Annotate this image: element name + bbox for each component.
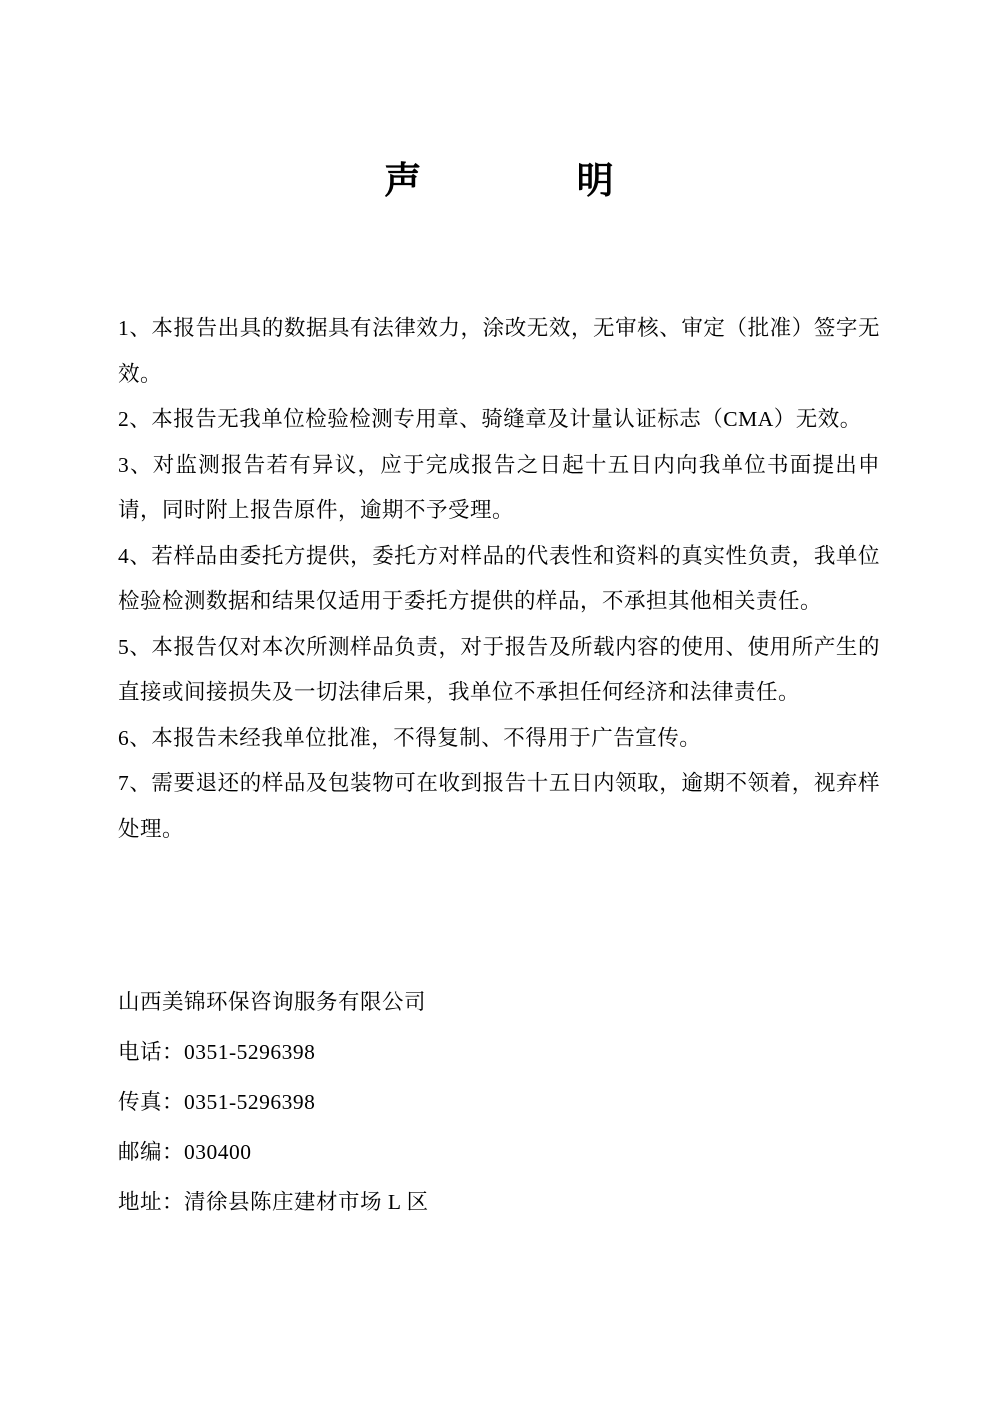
postcode-value: 030400 <box>184 1140 252 1165</box>
phone-value: 0351-5296398 <box>184 1040 316 1065</box>
statement-item-6: 6、本报告未经我单位批准，不得复制、不得用于广告宣传。 <box>118 725 702 750</box>
contact-row-postcode <box>118 1127 880 1177</box>
statement-item-1: 1、本报告出具的数据具有法律效力，涂改无效，无审核、审定（批准）签字无效。 <box>118 316 880 386</box>
phone-label: 电话： <box>118 1040 185 1065</box>
statement-item-5: 5、本报告仅对本次所测样品负责，对于报告及所载内容的使用、使用所产生的直接或间接损失及一切法律后果，我单位不承担任何经济和法律责任。 <box>118 634 880 705</box>
fax-value: 0351-5296398 <box>184 1090 316 1115</box>
address-label: 地址： <box>118 1190 185 1215</box>
statement-item-2: 2、本报告无我单位检验检测专用章、骑缝章及计量认证标志（CMA）无效。 <box>118 407 862 432</box>
fax-label: 传真： <box>118 1090 185 1115</box>
statement-item-3: 3、对监测报告若有异议，应于完成报告之日起十五日内向我单位书面提出申请，同时附上报告原件，逾期不予受理。 <box>118 452 880 523</box>
contact-row-phone <box>118 1027 880 1077</box>
address-value: 清徐县陈庄建材市场 L 区 <box>184 1190 429 1215</box>
company-name: 山西美锦环保咨询服务有限公司 <box>118 990 427 1015</box>
contact-block <box>118 977 880 1227</box>
postcode-label: 邮编： <box>118 1140 185 1165</box>
contact-row-fax <box>118 1077 880 1127</box>
page-title: 声明 <box>384 161 770 202</box>
statement-item-4: 4、若样品由委托方提供，委托方对样品的代表性和资料的真实性负责，我单位检验检测数据和结果仅适用于委托方提供的样品，不承担其他相关责任。 <box>118 543 880 614</box>
contact-row-address <box>118 1177 880 1227</box>
statement-item-7: 7、需要退还的样品及包装物可在收到报告十五日内领取，逾期不领着，视弃样处理。 <box>118 771 880 841</box>
statement-list <box>118 306 880 852</box>
